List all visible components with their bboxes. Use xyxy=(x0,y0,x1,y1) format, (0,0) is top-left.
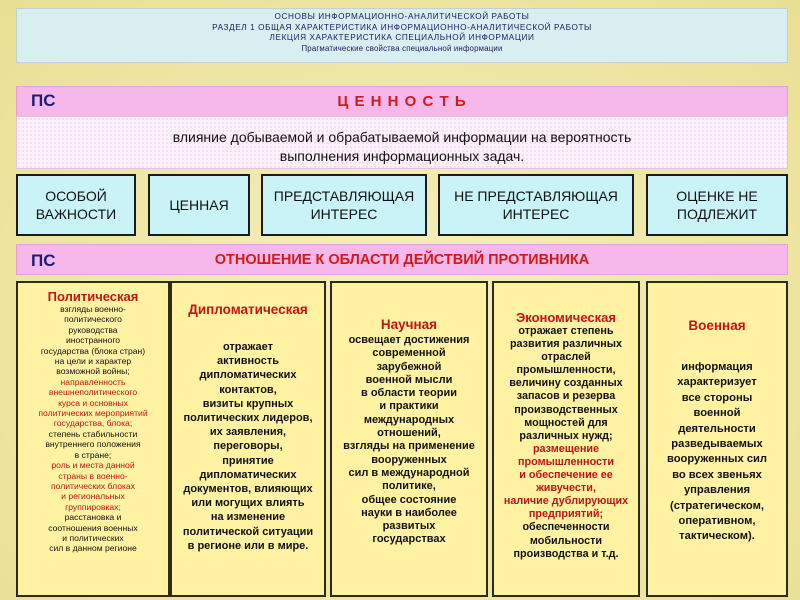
text-line: роль и места данной xyxy=(51,460,135,471)
value-desc-line1: влияние добываемой и обрабатываемой информации на вероятность xyxy=(172,129,632,145)
column-military-text xyxy=(648,360,786,545)
text-line: степень стабильности xyxy=(48,428,138,439)
text-line: дипломатических xyxy=(199,468,297,481)
text-line: государства (блока стран) xyxy=(40,345,146,356)
category-line: НЕ ПРЕДСТАВЛЯЮЩАЯ xyxy=(454,188,618,204)
text-line: и обеспечение ее xyxy=(519,469,613,482)
category-line: ВАЖНОСТИ xyxy=(35,206,117,222)
text-line: мобильности xyxy=(529,534,603,547)
text-line: государства, блока; xyxy=(53,418,133,429)
text-line: мощностей для xyxy=(524,416,608,429)
text-line: информация xyxy=(681,361,753,373)
slide-header xyxy=(16,8,788,63)
text-line: или могущих влиять xyxy=(191,497,305,510)
text-line: внутреннего положения xyxy=(45,439,141,450)
text-line: возможной войны; xyxy=(56,366,130,377)
text-line: политике, xyxy=(382,480,436,493)
category-line: ОСОБОЙ xyxy=(45,188,107,204)
column-economic-text xyxy=(494,325,638,561)
text-line: принятие xyxy=(222,454,274,467)
column-scientific-text xyxy=(332,334,486,547)
text-line: науки в наиболее xyxy=(361,506,457,519)
text-line: (стратегическом, xyxy=(669,499,765,512)
text-line: производства и т.д. xyxy=(513,547,619,560)
text-line: управления xyxy=(683,484,751,497)
column-diplomatic-text xyxy=(172,340,324,553)
text-line: отражает xyxy=(222,341,274,353)
text-line: группировках; xyxy=(65,501,121,512)
header-course: ОСНОВЫ ИНФОРМАЦИОННО-АНАЛИТИЧЕСКОЙ РАБОТЫ xyxy=(274,12,530,21)
category-line: ЦЕННАЯ xyxy=(169,197,229,213)
category-valuable xyxy=(148,174,250,236)
text-line: визиты крупных xyxy=(202,397,294,410)
column-diplomatic xyxy=(170,281,326,597)
text-line: документов, влияющих xyxy=(183,483,313,496)
text-line: оперативном, xyxy=(678,515,756,528)
text-line: военной мысли xyxy=(365,373,453,386)
text-line: производственных xyxy=(514,403,618,416)
column-economic xyxy=(492,281,640,597)
value-title: Ц Е Н Н О С Т Ь xyxy=(337,93,467,110)
text-line: развития различных xyxy=(509,338,623,351)
text-line: разведываемых xyxy=(671,438,763,451)
header-lecture: ЛЕКЦИЯ ХАРАКТЕРИСТИКА СПЕЦИАЛЬНОЙ ИНФОРМАЦИИ xyxy=(269,33,535,42)
text-line: и практики xyxy=(379,400,439,413)
text-line: иностранного xyxy=(65,335,121,346)
column-political-text xyxy=(18,304,168,554)
text-line: страны в военно- xyxy=(58,470,128,481)
text-line: величину созданных xyxy=(509,377,623,390)
category-line: ОЦЕНКЕ НЕ xyxy=(676,188,758,204)
text-line: и региональных xyxy=(61,491,125,502)
column-scientific-title: Научная xyxy=(380,317,438,332)
text-line: политического xyxy=(64,314,122,325)
text-line: сил в данном регионе xyxy=(49,543,137,554)
value-desc-line2: выполнения информационных задач. xyxy=(279,148,525,164)
text-line: деятельности xyxy=(678,422,756,435)
text-line: курса и основных xyxy=(58,397,128,408)
text-line: контактов, xyxy=(219,383,277,396)
text-line: освещает достижения xyxy=(348,334,470,346)
column-diplomatic-title: Дипломатическая xyxy=(188,302,308,317)
ps-label-attitude: ПС xyxy=(31,251,56,270)
text-line: внешнеполитического xyxy=(48,387,138,398)
text-line: политических лидеров, xyxy=(183,412,313,425)
header-topic: Прагматические свойства специальной информации xyxy=(301,43,503,53)
text-line: направленность xyxy=(60,376,126,387)
text-line: в области теории xyxy=(361,387,457,400)
text-line: на изменение xyxy=(210,511,286,524)
text-line: переговоры, xyxy=(213,440,283,453)
text-line: руководства xyxy=(68,324,118,335)
value-bar xyxy=(16,86,788,117)
text-line: военной xyxy=(693,407,741,420)
text-line: политических мероприятий xyxy=(38,408,148,419)
text-line: характеризует xyxy=(677,376,757,389)
text-line: запасов и резерва xyxy=(516,390,616,403)
text-line: современной xyxy=(372,347,446,360)
text-line: развитых xyxy=(382,520,436,533)
text-line: взгляды военно- xyxy=(60,304,126,314)
text-line: обеспеченности xyxy=(522,521,610,534)
text-line: отношений, xyxy=(377,427,441,440)
category-not-of-interest xyxy=(438,174,634,236)
column-political-title: Политическая xyxy=(47,289,139,304)
category-special-importance xyxy=(16,174,136,236)
column-political xyxy=(16,281,170,597)
category-line: ИНТЕРЕС xyxy=(310,206,378,222)
text-line: промышленности xyxy=(518,455,614,468)
text-line: активность xyxy=(216,355,280,368)
text-line: отражает степень xyxy=(518,325,614,337)
column-economic-title: Экономическая xyxy=(516,310,616,325)
category-not-assessed xyxy=(646,174,788,236)
text-line: живучести, xyxy=(536,482,596,495)
text-line: и политических xyxy=(62,532,124,543)
text-line: тактическом). xyxy=(679,530,755,543)
text-line: вооруженных сил xyxy=(666,453,768,466)
value-description xyxy=(16,116,788,169)
text-line: расстановка и xyxy=(64,512,122,523)
category-line: ПОДЛЕЖИТ xyxy=(676,206,758,222)
text-line: предприятий; xyxy=(528,508,604,521)
category-of-interest xyxy=(261,174,427,236)
text-line: общее состояние xyxy=(361,493,457,506)
text-line: соотношения военных xyxy=(48,522,138,533)
text-line: в регионе или в мире. xyxy=(187,539,309,552)
category-line: ПРЕДСТАВЛЯЮЩАЯ xyxy=(273,188,415,204)
text-line: политической ситуации xyxy=(182,525,314,538)
attitude-bar xyxy=(16,244,788,275)
text-line: все стороны xyxy=(681,391,753,404)
text-line: различных нужд; xyxy=(519,429,613,442)
text-line: взгляды на применение xyxy=(343,440,475,453)
text-line: зарубежной xyxy=(376,360,442,373)
text-line: их заявления, xyxy=(209,426,287,439)
text-line: на цели и характер xyxy=(54,356,132,367)
text-line: размещение xyxy=(532,442,600,455)
column-military-title: Военная xyxy=(688,318,746,333)
text-line: во всех звеньях xyxy=(672,468,762,481)
ps-label-value: ПС xyxy=(31,91,56,110)
column-military xyxy=(646,281,788,597)
text-line: вооруженных xyxy=(371,453,447,466)
text-line: международных xyxy=(363,413,455,426)
category-line: ИНТЕРЕС xyxy=(502,206,570,222)
text-line: дипломатических xyxy=(199,369,297,382)
column-scientific xyxy=(330,281,488,597)
text-line: политических блоках xyxy=(50,480,136,491)
attitude-title: ОТНОШЕНИЕ К ОБЛАСТИ ДЕЙСТВИЙ ПРОТИВНИКА xyxy=(214,252,590,268)
text-line: государствах xyxy=(372,533,446,546)
header-section: РАЗДЕЛ 1 ОБЩАЯ ХАРАКТЕРИСТИКА ИНФОРМАЦИОННО-АНАЛИТИЧЕСКОЙ РАБОТЫ xyxy=(212,22,592,32)
text-line: в стране; xyxy=(74,449,112,460)
text-line: отраслей xyxy=(541,351,591,364)
text-line: наличие дублирующих xyxy=(503,495,629,508)
text-line: сил в международной xyxy=(348,466,470,479)
text-line: промышленности, xyxy=(516,364,616,377)
